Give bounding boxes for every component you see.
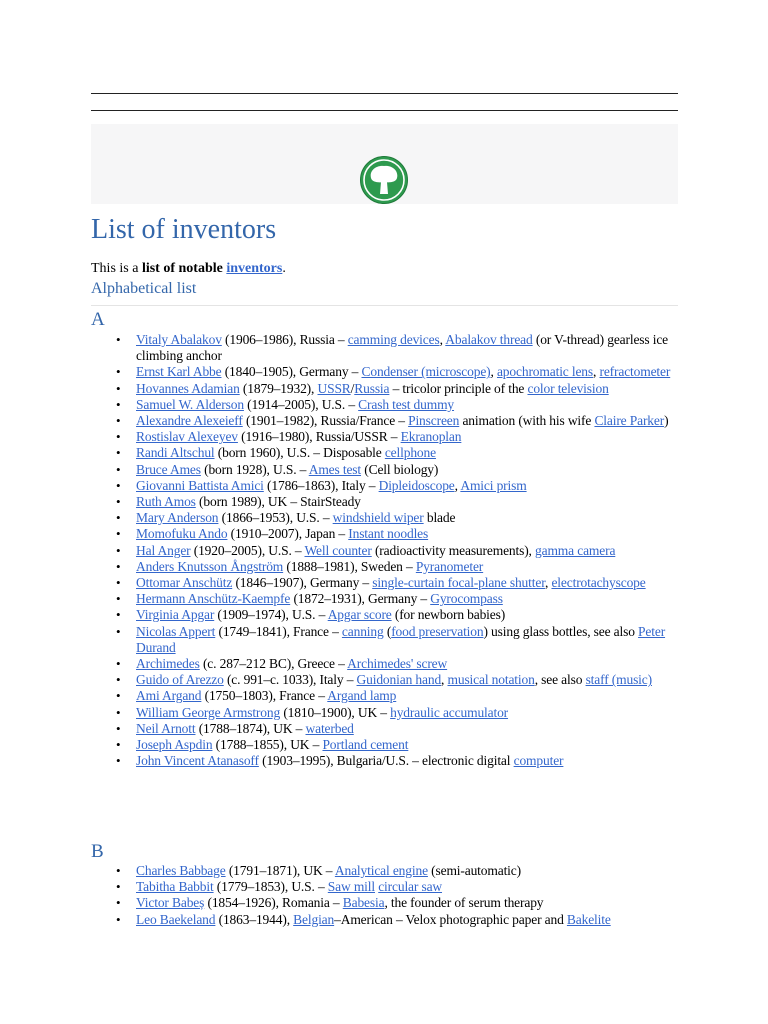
topic-link[interactable]: Well counter — [304, 542, 372, 558]
topic-link[interactable]: Russia — [354, 380, 390, 396]
topic-link[interactable]: Ekranoplan — [400, 429, 462, 445]
list-item — [136, 705, 681, 721]
person-link[interactable]: Tabitha Babbit — [136, 879, 214, 895]
entry-text: (1854–1926), Romania – — [204, 895, 343, 911]
entry-text: ) — [664, 413, 669, 429]
list-item — [136, 656, 681, 672]
entries-list-b — [136, 863, 681, 928]
entry-text: (1788–1855), UK – — [212, 737, 323, 753]
person-link[interactable]: Joseph Aspdin — [136, 737, 213, 753]
topic-link[interactable]: Portland cement — [322, 737, 409, 753]
topic-link[interactable]: Gyrocompass — [430, 591, 503, 607]
entry-text: (1863–1944), — [215, 911, 294, 927]
topic-link[interactable]: electrotachyscope — [551, 575, 646, 591]
topic-link[interactable]: camming devices — [347, 332, 440, 347]
entry-text: (or V-thread) gearless ice climbing anchor — [136, 332, 669, 364]
list-item — [136, 478, 681, 494]
entry-text: , — [439, 332, 446, 347]
section-divider — [91, 305, 678, 306]
list-item — [136, 688, 681, 704]
topic-link[interactable]: Bakelite — [566, 911, 611, 927]
entry-text: (born 1960), U.S. – Disposable — [214, 445, 385, 461]
entry-text: (1910–2007), Japan – — [227, 526, 349, 542]
person-link[interactable]: Victor Babeș — [136, 895, 205, 911]
entry-text: (1866–1953), U.S. – — [218, 510, 333, 526]
topic-link[interactable]: hydraulic accumulator — [390, 704, 509, 720]
entry-text: (1888–1981), Sweden – — [283, 558, 416, 574]
topic-link[interactable]: gamma camera — [535, 542, 616, 558]
topic-link[interactable]: staff (music) — [585, 672, 652, 688]
entry-text: ( — [383, 623, 392, 639]
topic-link[interactable]: Claire Parker — [594, 413, 665, 429]
entry-text: , — [545, 575, 552, 591]
person-link[interactable]: Archimedes — [136, 656, 200, 672]
entry-text: blade — [423, 510, 456, 526]
entry-text: / — [350, 380, 355, 396]
inventors-link[interactable]: inventors — [226, 261, 283, 276]
person-link[interactable]: Hermann Anschütz-Kaempfe — [136, 591, 291, 607]
entry-text: (1786–1863), Italy – — [263, 477, 379, 493]
entry-text: (1749–1841), France – — [215, 623, 342, 639]
topic-link[interactable]: Dipleidoscope — [378, 477, 455, 493]
topic-link[interactable]: refractometer — [599, 364, 671, 380]
entries-list-a — [136, 332, 681, 769]
tree-logo-icon — [359, 155, 409, 205]
entry-text: (1909–1974), U.S. – — [214, 607, 328, 623]
list-item — [136, 737, 681, 753]
entry-text: (born 1989), UK – StairSteady — [195, 494, 361, 510]
person-link[interactable]: Randi Altschul — [136, 445, 215, 461]
list-item — [136, 721, 681, 737]
entry-text: (c. 287–212 BC), Greece – — [199, 656, 348, 672]
entry-text: , see also — [534, 672, 586, 688]
topic-link[interactable]: canning — [341, 623, 384, 639]
topic-link[interactable]: Abalakov thread — [445, 332, 533, 347]
topic-link[interactable]: Pinscreen — [408, 413, 460, 429]
topic-link[interactable]: apochromatic lens — [496, 364, 594, 380]
entry-text: (1879–1932), — [239, 380, 318, 396]
entry-text: (1840–1905), Germany – — [221, 364, 362, 380]
list-item — [136, 624, 681, 656]
topic-link[interactable]: single-curtain focal-plane shutter — [372, 575, 546, 591]
entry-text: (1791–1871), UK – — [225, 863, 335, 878]
topic-link[interactable]: Instant noodles — [348, 526, 429, 542]
topic-link[interactable]: Amici prism — [460, 477, 527, 493]
topic-link[interactable]: circular saw — [378, 879, 443, 895]
entry-text: (radioactivity measurements), — [371, 542, 536, 558]
list-item — [136, 364, 681, 380]
topic-link[interactable]: Crash test dummy — [358, 396, 455, 412]
top-rule — [91, 93, 678, 94]
list-item — [136, 559, 681, 575]
person-link[interactable]: Mary Anderson — [136, 510, 219, 526]
list-item — [136, 494, 681, 510]
list-item — [136, 912, 681, 928]
list-item — [136, 462, 681, 478]
person-link[interactable]: Charles Babbage — [136, 863, 226, 878]
topic-link[interactable]: Guidonian hand — [356, 672, 442, 688]
section-heading-a: A — [91, 309, 105, 330]
entry-text: , — [454, 477, 461, 493]
person-link[interactable]: Hovannes Adamian — [136, 380, 240, 396]
person-link[interactable]: Guido of Arezzo — [136, 672, 224, 688]
topic-link[interactable]: food preservation — [391, 623, 484, 639]
alphabetical-list-heading: Alphabetical list — [91, 280, 197, 297]
person-link[interactable]: Alexandre Alexeieff — [136, 413, 243, 429]
entry-text: (1903–1995), Bulgaria/U.S. – electronic digital — [258, 753, 514, 769]
list-item — [136, 672, 681, 688]
entry-text: (1872–1931), Germany – — [290, 591, 431, 607]
person-link[interactable]: Bruce Ames — [136, 461, 201, 477]
person-link[interactable]: Vitaly Abalakov — [136, 332, 222, 347]
topic-link[interactable]: USSR — [317, 380, 351, 396]
person-link[interactable]: Hal Anger — [136, 542, 191, 558]
entry-text: –American – Velox photographic paper and — [334, 911, 567, 927]
list-item — [136, 381, 681, 397]
person-link[interactable]: Ottomar Anschütz — [136, 575, 233, 591]
list-item — [136, 607, 681, 623]
entry-text: (1914–2005), U.S. – — [243, 396, 359, 412]
list-item — [136, 526, 681, 542]
person-link[interactable]: Leo Baekeland — [136, 911, 216, 927]
entry-text: (for newborn babies) — [391, 607, 506, 623]
list-item — [136, 575, 681, 591]
list-item — [136, 397, 681, 413]
topic-link[interactable]: Analytical engine — [334, 863, 428, 878]
topic-link[interactable]: Peter Durand — [136, 623, 666, 655]
topic-link[interactable]: Condenser (microscope) — [361, 364, 491, 380]
page-title: List of inventors — [91, 214, 277, 245]
topic-link[interactable]: computer — [513, 753, 564, 769]
second-rule — [91, 110, 678, 111]
entry-text: (1906–1986), Russia – — [221, 332, 348, 347]
topic-link[interactable]: musical notation — [447, 672, 535, 688]
entry-text: (1920–2005), U.S. – — [190, 542, 305, 558]
entry-text: – tricolor principle of the — [389, 380, 528, 396]
list-item — [136, 510, 681, 526]
topic-link[interactable]: Archimedes' screw — [347, 656, 448, 672]
topic-link[interactable]: windshield wiper — [332, 510, 424, 526]
person-link[interactable]: Momofuku Ando — [136, 526, 228, 542]
list-item — [136, 863, 681, 879]
section-heading-b: B — [91, 841, 104, 862]
entry-text: (1810–1900), UK – — [280, 704, 391, 720]
topic-link[interactable]: Apgar score — [327, 607, 392, 623]
entry-text: , — [593, 364, 600, 380]
list-item — [136, 445, 681, 461]
list-item — [136, 753, 681, 769]
entry-text: (1916–1980), Russia/USSR – — [237, 429, 401, 445]
topic-link[interactable]: Argand lamp — [327, 688, 397, 704]
entry-text: (1846–1907), Germany – — [232, 575, 373, 591]
person-link[interactable]: Ruth Amos — [136, 494, 196, 510]
entry-text: (c. 991–c. 1033), Italy – — [223, 672, 357, 688]
topic-link[interactable]: color television — [527, 380, 609, 396]
person-link[interactable]: Rostislav Alexeyev — [136, 429, 238, 445]
entry-text: animation (with his wife — [459, 413, 595, 429]
entry-text: (born 1928), U.S. – — [200, 461, 309, 477]
person-link[interactable]: Samuel W. Alderson — [136, 396, 244, 412]
topic-link[interactable]: Babesia — [342, 895, 385, 911]
topic-link[interactable]: waterbed — [305, 720, 354, 736]
list-item — [136, 332, 681, 364]
topic-link[interactable]: cellphone — [384, 445, 436, 461]
entry-text: ) using glass bottles, see also — [483, 623, 639, 639]
topic-link[interactable]: Pyranometer — [415, 558, 484, 574]
entry-text: (Cell biology) — [361, 461, 439, 477]
person-link[interactable]: Anders Knutsson Ångström — [136, 558, 284, 574]
person-link[interactable]: Giovanni Battista Amici — [136, 477, 264, 493]
list-item — [136, 429, 681, 445]
entry-text: (1901–1982), Russia/France – — [242, 413, 409, 429]
intro-text: This is a list of notable inventors. — [91, 261, 286, 276]
person-link[interactable]: William George Armstrong — [136, 704, 281, 720]
topic-link[interactable]: Saw mill — [327, 879, 375, 895]
list-item — [136, 543, 681, 559]
entry-text: , — [441, 672, 448, 688]
entry-text: , — [490, 364, 497, 380]
list-item — [136, 879, 681, 895]
person-link[interactable]: John Vincent Atanasoff — [136, 753, 259, 769]
person-link[interactable]: Ernst Karl Abbe — [136, 364, 222, 380]
entry-text: (1779–1853), U.S. – — [213, 879, 328, 895]
person-link[interactable]: Virginia Apgar — [136, 607, 215, 623]
list-item — [136, 413, 681, 429]
person-link[interactable]: Nicolas Appert — [136, 623, 216, 639]
entry-text: (1750–1803), France – — [201, 688, 328, 704]
person-link[interactable]: Ami Argand — [136, 688, 202, 704]
list-item — [136, 591, 681, 607]
list-item — [136, 895, 681, 911]
entry-text: (1788–1874), UK – — [195, 720, 306, 736]
entry-text: , the founder of serum therapy — [384, 895, 544, 911]
topic-link[interactable]: Ames test — [308, 461, 362, 477]
topic-link[interactable]: Belgian — [293, 911, 335, 927]
person-link[interactable]: Neil Arnott — [136, 720, 196, 736]
entry-text: (semi-automatic) — [427, 863, 521, 878]
